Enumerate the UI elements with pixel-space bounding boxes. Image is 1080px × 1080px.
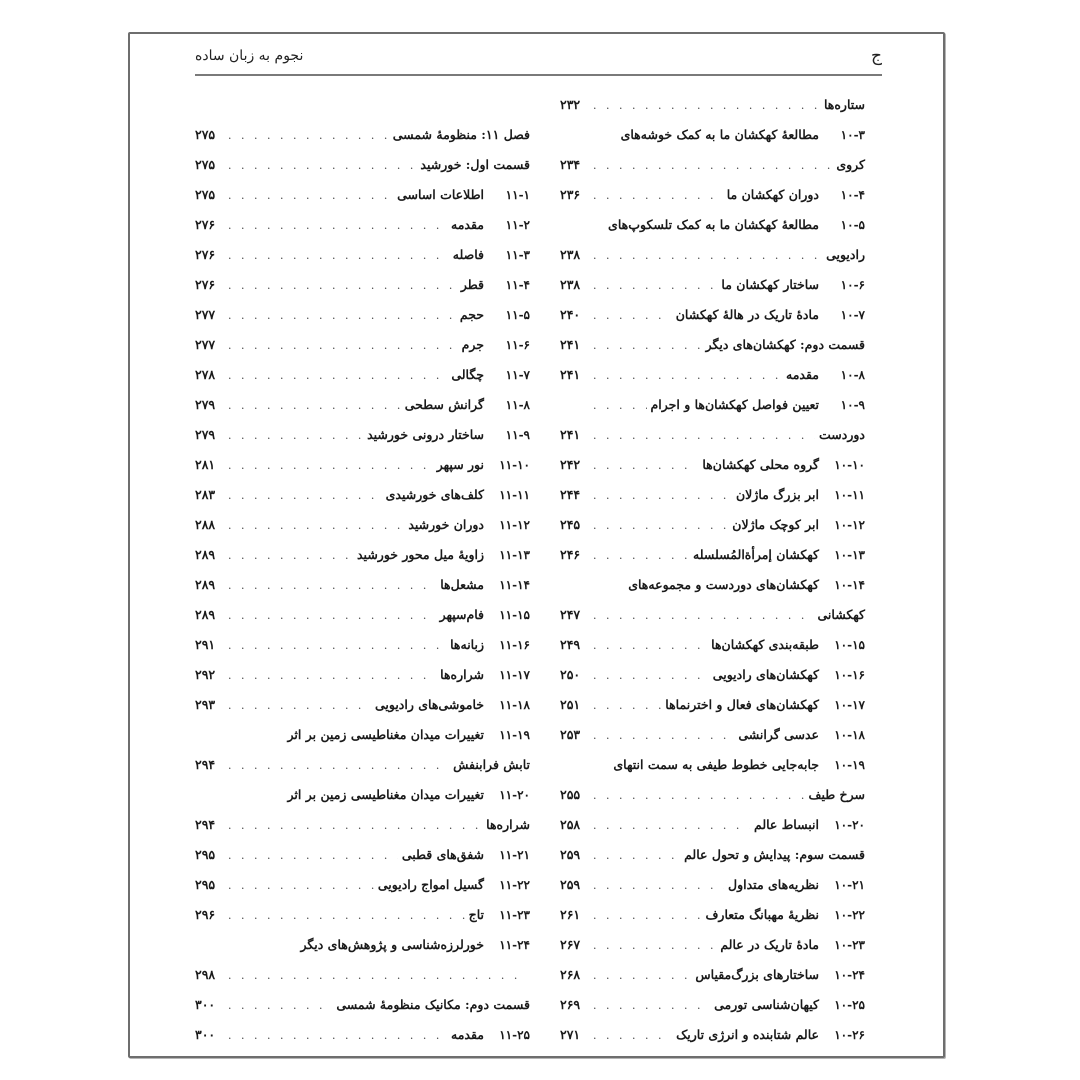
dot-leader bbox=[590, 361, 782, 391]
dot-leader bbox=[590, 811, 750, 841]
toc-entry-title: شراره‌ها bbox=[440, 667, 484, 682]
toc-entry-number: ۱۰-۱۳ bbox=[834, 548, 865, 562]
toc-page-number: ۲۷۹ bbox=[195, 427, 216, 442]
toc-entry bbox=[560, 570, 865, 600]
toc-entry-number: ۱۰-۱۱ bbox=[834, 488, 865, 502]
toc-entry bbox=[560, 270, 865, 300]
toc-entry bbox=[195, 900, 530, 930]
toc-entry-title: چگالی bbox=[451, 367, 484, 382]
toc-entry-number: ۱۱-۱ bbox=[505, 188, 530, 202]
dot-leader bbox=[590, 631, 707, 661]
toc-page-number: ۲۴۴ bbox=[560, 487, 581, 502]
toc-page-number: ۳۰۰ bbox=[195, 1027, 216, 1042]
toc-entry bbox=[195, 750, 530, 780]
toc-entry-number: ۱۰-۱۸ bbox=[834, 728, 865, 742]
toc-entry bbox=[560, 150, 865, 180]
toc-page-number: ۲۴۰ bbox=[560, 307, 581, 322]
toc-entry-title: مطالعهٔ کهکشان ما به کمک تلسکوپ‌های bbox=[608, 217, 819, 232]
toc-entry-title: نور سپهر bbox=[436, 457, 484, 472]
toc-entry bbox=[560, 960, 865, 990]
dot-leader bbox=[590, 931, 716, 961]
toc-entry-number: ۱۰-۹ bbox=[840, 398, 865, 412]
toc-page-number: ۲۵۱ bbox=[560, 697, 581, 712]
dot-leader bbox=[590, 91, 820, 121]
toc-entry-number: ۱۰-۱۲ bbox=[834, 518, 865, 532]
toc-entry-title: عدسی گرانشی bbox=[738, 727, 819, 742]
dot-leader bbox=[590, 181, 723, 211]
toc-page-number: ۲۷۹ bbox=[195, 397, 216, 412]
toc-entry-number: ۱۰-۱۶ bbox=[834, 668, 865, 682]
toc-entry-number: ۱۱-۱۹ bbox=[499, 728, 530, 742]
toc-entry bbox=[195, 720, 530, 750]
toc-entry-title: انبساط عالم bbox=[754, 817, 819, 832]
dot-leader bbox=[225, 661, 436, 691]
toc-page-number: ۲۷۶ bbox=[195, 277, 216, 292]
toc-entry-number: ۱۱-۱۲ bbox=[499, 518, 530, 532]
toc-page-number: ۲۵۵ bbox=[560, 787, 581, 802]
toc-entry-number: ۱۱-۱۳ bbox=[499, 548, 530, 562]
dot-leader bbox=[590, 661, 709, 691]
toc-entry bbox=[560, 930, 865, 960]
dot-leader bbox=[590, 331, 702, 361]
toc-entry-number: ۱۱-۵ bbox=[505, 308, 530, 322]
toc-page-number: ۲۹۱ bbox=[195, 637, 216, 652]
dot-leader bbox=[225, 871, 374, 901]
toc-entry-title: دوردست bbox=[819, 427, 865, 442]
toc-entry bbox=[195, 390, 530, 420]
toc-entry-title: کروی bbox=[836, 157, 865, 172]
toc-entry-title: گروه محلی کهکشان‌ها bbox=[702, 457, 819, 472]
toc-page-number: ۲۳۸ bbox=[560, 277, 581, 292]
dot-leader bbox=[225, 421, 363, 451]
toc-entry bbox=[195, 600, 530, 630]
toc-page-number: ۲۷۱ bbox=[560, 1027, 581, 1042]
dot-leader bbox=[225, 391, 401, 421]
toc-entry-title: مقدمه bbox=[786, 367, 819, 382]
toc-page-number: ۳۰۰ bbox=[195, 997, 216, 1012]
page-number-letter: ج bbox=[871, 46, 882, 66]
toc-page-number: ۲۳۴ bbox=[560, 157, 581, 172]
dot-leader bbox=[225, 751, 449, 781]
toc-entry-title: ابر بزرگ ماژلان bbox=[735, 487, 819, 502]
toc-page-number: ۲۶۹ bbox=[560, 997, 581, 1012]
toc-entry bbox=[560, 690, 865, 720]
toc-entry-number: ۱۰-۲۳ bbox=[834, 938, 865, 952]
dot-leader bbox=[225, 271, 457, 301]
dot-leader bbox=[590, 691, 661, 721]
toc-section-heading bbox=[195, 120, 530, 150]
dot-leader bbox=[590, 871, 724, 901]
toc-entry-title: طبقه‌بندی کهکشان‌ها bbox=[711, 637, 819, 652]
toc-entry-number: ۱۱-۹ bbox=[505, 428, 530, 442]
toc-entry bbox=[560, 300, 865, 330]
toc-entry-title: کهکشانی bbox=[817, 607, 865, 622]
dot-leader bbox=[225, 571, 436, 601]
dot-leader bbox=[590, 481, 732, 511]
dot-leader bbox=[225, 121, 389, 151]
toc-entry-title: زبانه‌ها bbox=[450, 637, 484, 652]
dot-leader bbox=[225, 811, 482, 841]
toc-entry-number: ۱۱-۲۲ bbox=[499, 878, 530, 892]
toc-entry-number: ۱۱-۱۶ bbox=[499, 638, 530, 652]
toc-entry bbox=[195, 870, 530, 900]
toc-entry bbox=[560, 630, 865, 660]
toc-entry-number: ۱۰-۳ bbox=[840, 128, 865, 142]
toc-entry bbox=[560, 600, 865, 630]
toc-entry-number: ۱۰-۵ bbox=[840, 218, 865, 232]
dot-leader bbox=[590, 1021, 672, 1051]
toc-entry bbox=[195, 1020, 530, 1050]
toc-entry-number: ۱۱-۱۵ bbox=[499, 608, 530, 622]
toc-entry bbox=[560, 360, 865, 390]
toc-entry-number: ۱۱-۲۴ bbox=[499, 938, 530, 952]
toc-page-number: ۲۷۵ bbox=[195, 157, 216, 172]
toc-entry bbox=[560, 240, 865, 270]
toc-entry-title: جابه‌جایی خطوط طیفی به سمت انتهای bbox=[613, 757, 819, 772]
dot-leader bbox=[590, 601, 814, 631]
toc-page-number: ۲۶۱ bbox=[560, 907, 581, 922]
toc-entry-number: ۱۰-۱۷ bbox=[834, 698, 865, 712]
toc-page-number: ۲۸۳ bbox=[195, 487, 216, 502]
toc-entry-title: کلف‌های خورشیدی bbox=[385, 487, 484, 502]
toc-entry bbox=[560, 90, 865, 120]
toc-entry bbox=[560, 480, 865, 510]
toc-page-number: ۲۶۸ bbox=[560, 967, 581, 982]
dot-leader bbox=[225, 451, 433, 481]
dot-leader bbox=[590, 781, 805, 811]
toc-page-number: ۲۷۵ bbox=[195, 127, 216, 142]
dot-leader bbox=[225, 511, 404, 541]
toc-page-number: ۲۹۴ bbox=[195, 817, 216, 832]
toc-entry-number: ۱۱-۳ bbox=[505, 248, 530, 262]
toc-entry-title: مادهٔ تاریک در عالم bbox=[720, 937, 819, 952]
toc-page-number: ۲۵۰ bbox=[560, 667, 581, 682]
toc-entry-title: ساختار درونی خورشید bbox=[367, 427, 484, 442]
toc-entry-title: رادیویی bbox=[826, 247, 865, 262]
toc-entry-title: کهکشان‌های فعال و اخترنماها bbox=[665, 697, 819, 712]
toc-page-number: ۲۸۹ bbox=[195, 577, 216, 592]
toc-entry-title: دوران کهکشان ما bbox=[726, 187, 819, 202]
toc-page-number: ۲۴۷ bbox=[560, 607, 581, 622]
toc-entry-title: قطر bbox=[460, 277, 484, 292]
toc-section-heading bbox=[560, 330, 865, 360]
toc-entry bbox=[195, 420, 530, 450]
toc-page-number: ۲۹۵ bbox=[195, 847, 216, 862]
toc-entry bbox=[195, 180, 530, 210]
toc-entry-title: قسمت دوم: مکانیک منظومهٔ شمسی bbox=[336, 997, 530, 1012]
toc-entry-title: تابش فرابنفش bbox=[453, 757, 530, 772]
toc-entry-number: ۱۱-۶ bbox=[505, 338, 530, 352]
toc-page-number: ۲۸۹ bbox=[195, 607, 216, 622]
toc-page-number: ۲۷۷ bbox=[195, 307, 216, 322]
running-header bbox=[195, 44, 882, 76]
toc-entry bbox=[195, 450, 530, 480]
toc-entry-number: ۱۰-۲۱ bbox=[834, 878, 865, 892]
toc-page-number: ۲۴۶ bbox=[560, 547, 581, 562]
toc-entry bbox=[195, 540, 530, 570]
toc-entry bbox=[560, 120, 865, 150]
toc-entry bbox=[560, 180, 865, 210]
dot-leader bbox=[225, 241, 449, 271]
toc-page-number: ۲۸۹ bbox=[195, 547, 216, 562]
toc-entry-title: ابر کوچک ماژلان bbox=[732, 517, 819, 532]
toc-entry-title: کیهان‌شناسی تورمی bbox=[714, 997, 819, 1012]
toc-entry-title: زاویهٔ میل محور خورشید bbox=[356, 547, 484, 562]
toc-entry-number: ۱۰-۱۴ bbox=[834, 578, 865, 592]
toc-entry-number: ۱۰-۲۴ bbox=[834, 968, 865, 982]
toc-page-number: ۲۹۵ bbox=[195, 877, 216, 892]
toc-entry-title: نظریهٔ مهبانگ متعارف bbox=[705, 907, 819, 922]
toc-page-number: ۲۴۲ bbox=[560, 457, 581, 472]
toc-entry bbox=[560, 510, 865, 540]
toc-entry-number: ۱۰-۴ bbox=[840, 188, 865, 202]
toc-entry-title: خورلرزه‌شناسی و پژوهش‌های دیگر bbox=[300, 937, 484, 952]
toc-entry-title: گسیل امواج رادیویی bbox=[377, 877, 484, 892]
dot-leader bbox=[225, 481, 382, 511]
toc-page-number: ۲۴۵ bbox=[560, 517, 581, 532]
toc-entry bbox=[195, 690, 530, 720]
toc-entry bbox=[560, 750, 865, 780]
toc-entry bbox=[560, 720, 865, 750]
toc-entry-title: تاج bbox=[468, 907, 484, 922]
toc-entry-number: ۱۱-۲ bbox=[505, 218, 530, 232]
toc-page-number: ۲۷۶ bbox=[195, 217, 216, 232]
toc-entry-title: حجم bbox=[459, 307, 484, 322]
toc-page-number: ۲۵۸ bbox=[560, 817, 581, 832]
dot-leader bbox=[225, 841, 398, 871]
toc-entry-title: مشعل‌ها bbox=[440, 577, 484, 592]
toc-entry-title: اطلاعات اساسی bbox=[397, 187, 484, 202]
toc-entry-title: ساختارهای بزرگ‌مقیاس bbox=[695, 967, 819, 982]
toc-entry bbox=[560, 810, 865, 840]
toc-page-number: ۲۳۸ bbox=[560, 247, 581, 262]
toc-entry-number: ۱۰-۱۵ bbox=[834, 638, 865, 652]
toc-entry-title: عالم شتابنده و انرژی تاریک bbox=[676, 1027, 819, 1042]
toc-entry-number: ۱۰-۸ bbox=[840, 368, 865, 382]
toc-entry bbox=[195, 960, 530, 990]
toc-entry bbox=[560, 390, 865, 420]
dot-leader bbox=[225, 961, 526, 991]
toc-entry-title: دوران خورشید bbox=[408, 517, 484, 532]
toc-entry-number: ۱۱-۴ bbox=[505, 278, 530, 292]
toc-entry-title: مادهٔ تاریک در هالهٔ کهکشان bbox=[675, 307, 819, 322]
toc-entry bbox=[560, 1020, 865, 1050]
toc-entry-title: فصل ۱۱: منظومهٔ شمسی bbox=[392, 127, 530, 142]
toc-entry bbox=[195, 570, 530, 600]
toc-page-number: ۲۹۶ bbox=[195, 907, 216, 922]
toc-entry-title: کهکشان‌های رادیویی bbox=[712, 667, 819, 682]
dot-leader bbox=[225, 631, 446, 661]
toc-entry-title: قسمت اول: خورشید bbox=[420, 157, 530, 172]
dot-leader bbox=[590, 511, 728, 541]
toc-entry bbox=[195, 480, 530, 510]
toc-entry-number: ۱۰-۶ bbox=[840, 278, 865, 292]
toc-page-number: ۲۷۶ bbox=[195, 247, 216, 262]
toc-entry-title: مقدمه bbox=[451, 217, 484, 232]
toc-entry bbox=[560, 780, 865, 810]
dot-leader bbox=[225, 901, 465, 931]
dot-leader bbox=[225, 211, 447, 241]
toc-entry bbox=[560, 870, 865, 900]
toc-entry-number: ۱۱-۸ bbox=[505, 398, 530, 412]
toc-page-number: ۲۹۴ bbox=[195, 757, 216, 772]
toc-entry-title: کهکشان‌های دوردست و مجموعه‌های bbox=[628, 577, 819, 592]
toc-section-heading bbox=[195, 150, 530, 180]
toc-entry bbox=[195, 630, 530, 660]
toc-page-number: ۲۸۱ bbox=[195, 457, 216, 472]
toc-entry-number: ۱۱-۲۵ bbox=[499, 1028, 530, 1042]
toc-entry bbox=[195, 930, 530, 960]
toc-entry-number: ۱۰-۷ bbox=[840, 308, 865, 322]
toc-entry bbox=[195, 240, 530, 270]
toc-entry-title: مطالعهٔ کهکشان ما به کمک خوشه‌های bbox=[620, 127, 819, 142]
toc-entry-title: خاموشی‌های رادیویی bbox=[374, 697, 484, 712]
toc-entry-title: تعیین فواصل کهکشان‌ها و اجرام bbox=[650, 397, 819, 412]
toc-page-number: ۲۳۶ bbox=[560, 187, 581, 202]
toc-entry-number: ۱۱-۱۸ bbox=[499, 698, 530, 712]
toc-entry-number: ۱۱-۱۱ bbox=[499, 488, 530, 502]
toc-entry-title: نظریه‌های متداول bbox=[728, 877, 819, 892]
toc-entry-title: شفق‌های قطبی bbox=[401, 847, 484, 862]
toc-entry-title: شراره‌ها bbox=[486, 817, 530, 832]
toc-page-number: ۲۷۵ bbox=[195, 187, 216, 202]
toc-page-number: ۲۹۸ bbox=[195, 967, 216, 982]
toc-entry-title: جرم bbox=[461, 337, 484, 352]
toc-entry-title: تغییرات میدان مغناطیسی زمین بر اثر bbox=[287, 727, 484, 742]
toc-entry-title: فاصله bbox=[452, 247, 484, 262]
toc-entry bbox=[195, 300, 530, 330]
toc-entry bbox=[560, 660, 865, 690]
dot-leader bbox=[590, 151, 832, 181]
toc-entry bbox=[195, 810, 530, 840]
toc-entry bbox=[195, 840, 530, 870]
dot-leader bbox=[225, 1021, 447, 1051]
toc-entry-number: ۱۱-۱۷ bbox=[499, 668, 530, 682]
dot-leader bbox=[225, 151, 416, 181]
toc-page-number: ۲۵۹ bbox=[560, 877, 581, 892]
toc-page-number: ۲۸۸ bbox=[195, 517, 216, 532]
dot-leader bbox=[590, 541, 689, 571]
toc-entry-number: ۱۰-۲۰ bbox=[834, 818, 865, 832]
dot-leader bbox=[225, 691, 371, 721]
toc-entry-number: ۱۱-۲۱ bbox=[499, 848, 530, 862]
toc-entry bbox=[560, 540, 865, 570]
toc-entry-title: قسمت دوم: کهکشان‌های دیگر bbox=[705, 337, 865, 352]
toc-entry-title: ستاره‌ها bbox=[823, 97, 865, 112]
toc-entry-title: گرانش سطحی bbox=[404, 397, 484, 412]
dot-leader bbox=[590, 961, 691, 991]
toc-entry-number: ۱۱-۷ bbox=[505, 368, 530, 382]
dot-leader bbox=[590, 271, 717, 301]
toc-section-heading bbox=[195, 990, 530, 1020]
dot-leader bbox=[590, 991, 710, 1021]
dot-leader bbox=[590, 241, 822, 271]
toc-entry-title: تغییرات میدان مغناطیسی زمین بر اثر bbox=[287, 787, 484, 802]
dot-leader bbox=[590, 451, 698, 481]
toc-entry bbox=[560, 900, 865, 930]
toc-entry-title: ساختار کهکشان ما bbox=[721, 277, 819, 292]
toc-entry-number: ۱۰-۲۶ bbox=[834, 1028, 865, 1042]
toc-entry bbox=[560, 420, 865, 450]
toc-entry bbox=[195, 660, 530, 690]
dot-leader bbox=[225, 541, 353, 571]
toc-entry bbox=[195, 210, 530, 240]
toc-entry bbox=[195, 270, 530, 300]
toc-entry-number: ۱۱-۱۰ bbox=[499, 458, 530, 472]
toc-page-number: ۲۵۳ bbox=[560, 727, 581, 742]
toc-entry-number: ۱۱-۱۴ bbox=[499, 578, 530, 592]
toc-column-right bbox=[560, 90, 865, 1050]
toc-page-number: ۲۵۹ bbox=[560, 847, 581, 862]
toc-entry bbox=[195, 510, 530, 540]
toc-section-heading bbox=[560, 840, 865, 870]
toc-entry bbox=[560, 450, 865, 480]
toc-entry-title: مقدمه bbox=[451, 1027, 484, 1042]
toc-page-number: ۲۹۳ bbox=[195, 697, 216, 712]
toc-entry bbox=[560, 210, 865, 240]
dot-leader bbox=[590, 841, 680, 871]
toc-entry-number: ۱۰-۱۹ bbox=[834, 758, 865, 772]
dot-leader bbox=[590, 901, 701, 931]
toc-page-number: ۲۶۷ bbox=[560, 937, 581, 952]
dot-leader bbox=[225, 181, 393, 211]
toc-page-number: ۲۴۹ bbox=[560, 637, 581, 652]
toc-entry-number: ۱۱-۲۳ bbox=[499, 908, 530, 922]
toc-column-left bbox=[195, 120, 530, 1050]
toc-entry-number: ۱۰-۲۲ bbox=[834, 908, 865, 922]
toc-entry bbox=[195, 780, 530, 810]
toc-page-number: ۲۴۱ bbox=[560, 427, 581, 442]
dot-leader bbox=[590, 421, 815, 451]
toc-page-number: ۲۷۷ bbox=[195, 337, 216, 352]
toc-entry-title: قسمت سوم: پیدایش و تحول عالم bbox=[684, 847, 865, 862]
toc-entry-title: کهکشان إمرأة‌المُسلسله bbox=[693, 547, 819, 562]
toc-page-number: ۲۹۲ bbox=[195, 667, 216, 682]
book-title: نجوم به زبان ساده bbox=[195, 48, 304, 64]
toc-page-number: ۲۴۱ bbox=[560, 367, 581, 382]
toc-page-number: ۲۳۲ bbox=[560, 97, 581, 112]
toc-entry-number: ۱۱-۲۰ bbox=[499, 788, 530, 802]
dot-leader bbox=[225, 601, 436, 631]
toc-entry-number: ۱۰-۲۵ bbox=[834, 998, 865, 1012]
toc-entry-title: فام‌سپهر bbox=[439, 607, 484, 622]
toc-page-number: ۲۷۸ bbox=[195, 367, 216, 382]
dot-leader bbox=[225, 991, 332, 1021]
dot-leader bbox=[590, 301, 672, 331]
dot-leader bbox=[590, 721, 734, 751]
toc-entry-title: سرخ طیف bbox=[808, 787, 865, 802]
toc-entry-number: ۱۰-۱۰ bbox=[834, 458, 865, 472]
dot-leader bbox=[225, 301, 456, 331]
dot-leader bbox=[225, 331, 458, 361]
toc-entry bbox=[560, 990, 865, 1020]
toc-page-number: ۲۴۱ bbox=[560, 337, 581, 352]
toc-entry bbox=[195, 330, 530, 360]
dot-leader bbox=[590, 391, 647, 421]
toc-entry bbox=[195, 360, 530, 390]
dot-leader bbox=[225, 361, 447, 391]
